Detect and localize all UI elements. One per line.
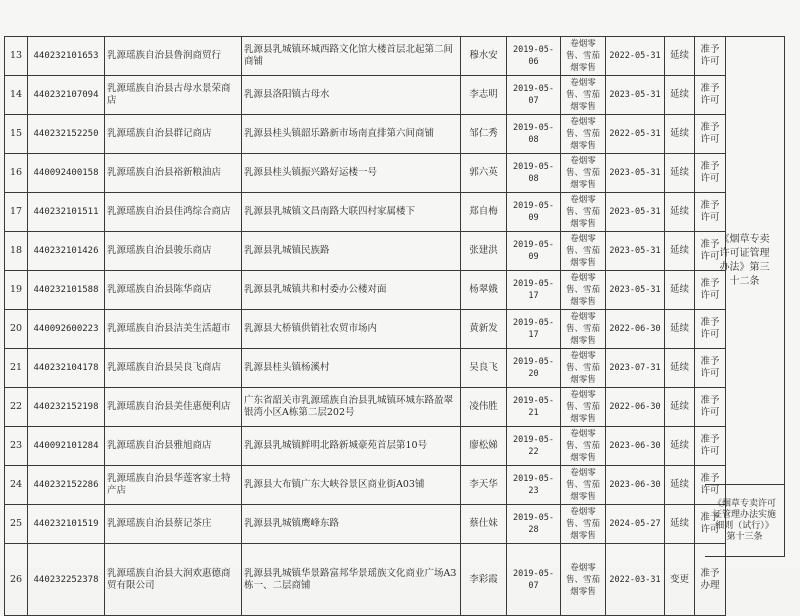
expiry-date: 2023-05-31 [606,76,665,115]
license-number: 440232107094 [28,76,105,115]
business-scope: 卷烟零售、雪茄烟零售 [561,310,606,349]
expiry-date: 2022-05-31 [606,37,665,76]
responsible-person: 穆水安 [461,37,507,76]
business-address: 乳源县乳城镇文昌南路大联四村家属楼下 [242,193,461,232]
business-scope: 卷烟零售、雪茄烟零售 [561,232,606,271]
decision-date: 2019-05-23 [507,466,561,505]
row-seq: 20 [5,310,28,349]
responsible-person: 凌伟胜 [461,388,507,427]
license-number: 440232101653 [28,37,105,76]
business-scope: 卷烟零售、雪茄烟零售 [561,115,606,154]
decision-result: 准予许可 [695,76,726,115]
responsible-person: 廖松娣 [461,427,507,466]
row-seq: 25 [5,505,28,544]
row-seq: 13 [5,37,28,76]
expiry-date: 2023-06-30 [606,427,665,466]
license-number: 440232152286 [28,466,105,505]
responsible-person: 李志明 [461,76,507,115]
legal-basis-last: 《烟草专卖许可证管理办法实施细则（试行）》第十三条 [712,498,776,542]
license-number: 440232152250 [28,115,105,154]
table-row [5,349,726,388]
application-type: 延续 [665,310,695,349]
table-row [5,232,726,271]
business-address: 乳源县乳城镇鹰峰东路 [242,505,461,544]
decision-result: 准予许可 [695,427,726,466]
application-type: 延续 [665,115,695,154]
license-number: 440232101426 [28,232,105,271]
license-number: 440232101588 [28,271,105,310]
business-address: 乳源县乳城镇民族路 [242,232,461,271]
row-seq: 16 [5,154,28,193]
shop-name: 乳源瑶族自治县美佳惠便利店 [105,388,242,427]
expiry-date: 2022-06-30 [606,310,665,349]
shop-name: 乳源瑶族自治县华莲客家土特产店 [105,466,242,505]
application-type: 延续 [665,193,695,232]
decision-result: 准予许可 [695,271,726,310]
row-seq: 24 [5,466,28,505]
expiry-date: 2022-03-31 [606,544,665,616]
decision-result: 准予许可 [695,232,726,271]
business-scope: 卷烟零售、雪茄烟零售 [561,349,606,388]
decision-date: 2019-05-07 [507,544,561,616]
shop-name: 乳源瑶族自治县群记商店 [105,115,242,154]
expiry-date: 2022-05-31 [606,115,665,154]
decision-result: 准予办理 [695,544,726,616]
shop-name: 乳源瑶族自治县骏乐商店 [105,232,242,271]
application-type: 延续 [665,232,695,271]
business-scope: 卷烟零售、雪茄烟零售 [561,466,606,505]
decision-date: 2019-05-08 [507,154,561,193]
row-seq: 22 [5,388,28,427]
decision-date: 2019-05-17 [507,271,561,310]
responsible-person: 李天华 [461,466,507,505]
responsible-person: 郑自梅 [461,193,507,232]
table-row [5,193,726,232]
decision-result: 准予许可 [695,505,726,544]
table-row [5,37,726,76]
table-row [5,466,726,505]
table-row [5,310,726,349]
decision-result: 准予许可 [695,37,726,76]
license-number: 440092400158 [28,154,105,193]
decision-date: 2019-05-21 [507,388,561,427]
legal-basis-last-cell [705,485,785,557]
license-number: 440232252378 [28,544,105,616]
responsible-person: 吴良飞 [461,349,507,388]
business-scope: 卷烟零售、雪茄烟零售 [561,544,606,616]
table-body [5,37,726,616]
decision-result: 准予许可 [695,193,726,232]
table-row [5,76,726,115]
responsible-person: 李彩霞 [461,544,507,616]
application-type: 延续 [665,427,695,466]
application-type: 延续 [665,505,695,544]
business-address: 乳源县大布镇广东大峡谷景区商业街A03铺 [242,466,461,505]
shop-name: 乳源瑶族自治县大润欢惠德商贸有限公司 [105,544,242,616]
business-address: 乳源县桂头镇振兴路好运楼一号 [242,154,461,193]
expiry-date: 2023-05-31 [606,193,665,232]
row-seq: 15 [5,115,28,154]
expiry-date: 2023-06-30 [606,466,665,505]
business-scope: 卷烟零售、雪茄烟零售 [561,505,606,544]
application-type: 延续 [665,271,695,310]
responsible-person: 张建洪 [461,232,507,271]
business-address: 乳源县洛阳镇古母水 [242,76,461,115]
decision-result: 准予许可 [695,310,726,349]
decision-result: 准予许可 [695,349,726,388]
row-seq: 21 [5,349,28,388]
license-number: 440232101519 [28,505,105,544]
decision-result: 准予许可 [695,466,726,505]
business-scope: 卷烟零售、雪茄烟零售 [561,427,606,466]
decision-date: 2019-05-07 [507,76,561,115]
expiry-date: 2022-06-30 [606,388,665,427]
decision-date: 2019-05-09 [507,193,561,232]
application-type: 延续 [665,37,695,76]
application-type: 变更 [665,544,695,616]
business-address: 乳源县乳城镇华景路富邦华景瑶族文化商业广场A3栋一、二层商铺 [242,544,461,616]
row-seq: 26 [5,544,28,616]
decision-result: 准予许可 [695,388,726,427]
row-seq: 18 [5,232,28,271]
decision-date: 2019-05-08 [507,115,561,154]
table-row [5,544,726,616]
business-address: 乳源县乳城镇鲜明北路新城豪苑首层第10号 [242,427,461,466]
license-number: 440092600223 [28,310,105,349]
decision-date: 2019-05-09 [507,232,561,271]
business-address: 乳源县乳城镇环城西路文化馆大楼首层北起第二间商铺 [242,37,461,76]
shop-name: 乳源瑶族自治县雅旭商店 [105,427,242,466]
shop-name: 乳源瑶族自治县蔡记茶庄 [105,505,242,544]
decision-date: 2019-05-28 [507,505,561,544]
expiry-date: 2023-05-31 [606,232,665,271]
business-scope: 卷烟零售、雪茄烟零售 [561,271,606,310]
expiry-date: 2024-05-27 [606,505,665,544]
table-row [5,388,726,427]
business-scope: 卷烟零售、雪茄烟零售 [561,37,606,76]
responsible-person: 杨翠娥 [461,271,507,310]
shop-name: 乳源瑶族自治县裕新粮油店 [105,154,242,193]
shop-name: 乳源瑶族自治县洁美生活超市 [105,310,242,349]
license-number: 440092101284 [28,427,105,466]
license-number: 440232152198 [28,388,105,427]
table-row [5,271,726,310]
business-address: 乳源县大桥镇供销社农贸市场内 [242,310,461,349]
table-row [5,505,726,544]
business-address: 广东省韶关市乳源瑶族自治县乳城镇环城东路盈翠银湾小区A栋第二层202号 [242,388,461,427]
business-scope: 卷烟零售、雪茄烟零售 [561,76,606,115]
responsible-person: 郭六英 [461,154,507,193]
responsible-person: 黄新发 [461,310,507,349]
application-type: 延续 [665,349,695,388]
application-type: 延续 [665,466,695,505]
page-top-margin [0,0,800,34]
decision-date: 2019-05-22 [507,427,561,466]
table-row [5,427,726,466]
expiry-date: 2023-07-31 [606,349,665,388]
application-type: 延续 [665,154,695,193]
responsible-person: 蔡仕妹 [461,505,507,544]
row-seq: 19 [5,271,28,310]
expiry-date: 2023-05-31 [606,271,665,310]
license-number: 440232101511 [28,193,105,232]
decision-result: 准予许可 [695,115,726,154]
table-row [5,115,726,154]
business-address: 乳源县桂头镇韶乐路新市场南直排第六间商铺 [242,115,461,154]
decision-date: 2019-05-20 [507,349,561,388]
shop-name: 乳源瑶族自治县吴良飞商店 [105,349,242,388]
shop-name: 乳源瑶族自治县陈华商店 [105,271,242,310]
row-seq: 17 [5,193,28,232]
business-scope: 卷烟零售、雪茄烟零售 [561,193,606,232]
application-type: 延续 [665,388,695,427]
decision-date: 2019-05-17 [507,310,561,349]
business-address: 乳源县乳城镇共和村委办公楼对面 [242,271,461,310]
decision-result: 准予许可 [695,154,726,193]
business-scope: 卷烟零售、雪茄烟零售 [561,388,606,427]
table-row [5,154,726,193]
business-address: 乳源县桂头镇杨溪村 [242,349,461,388]
legal-basis-main-cell [705,36,785,485]
license-number: 440232104178 [28,349,105,388]
shop-name: 乳源瑶族自治县佳鸿综合商店 [105,193,242,232]
shop-name: 乳源瑶族自治县古母水景荣商店 [105,76,242,115]
application-type: 延续 [665,76,695,115]
license-register-table [4,36,726,616]
row-seq: 23 [5,427,28,466]
business-scope: 卷烟零售、雪茄烟零售 [561,154,606,193]
responsible-person: 邹仁秀 [461,115,507,154]
shop-name: 乳源瑶族自治县鲁润商贸行 [105,37,242,76]
decision-date: 2019-05-06 [507,37,561,76]
row-seq: 14 [5,76,28,115]
legal-basis-main: 《烟草专卖许可证管理办法》第三十二条 [719,233,770,287]
expiry-date: 2023-05-31 [606,154,665,193]
